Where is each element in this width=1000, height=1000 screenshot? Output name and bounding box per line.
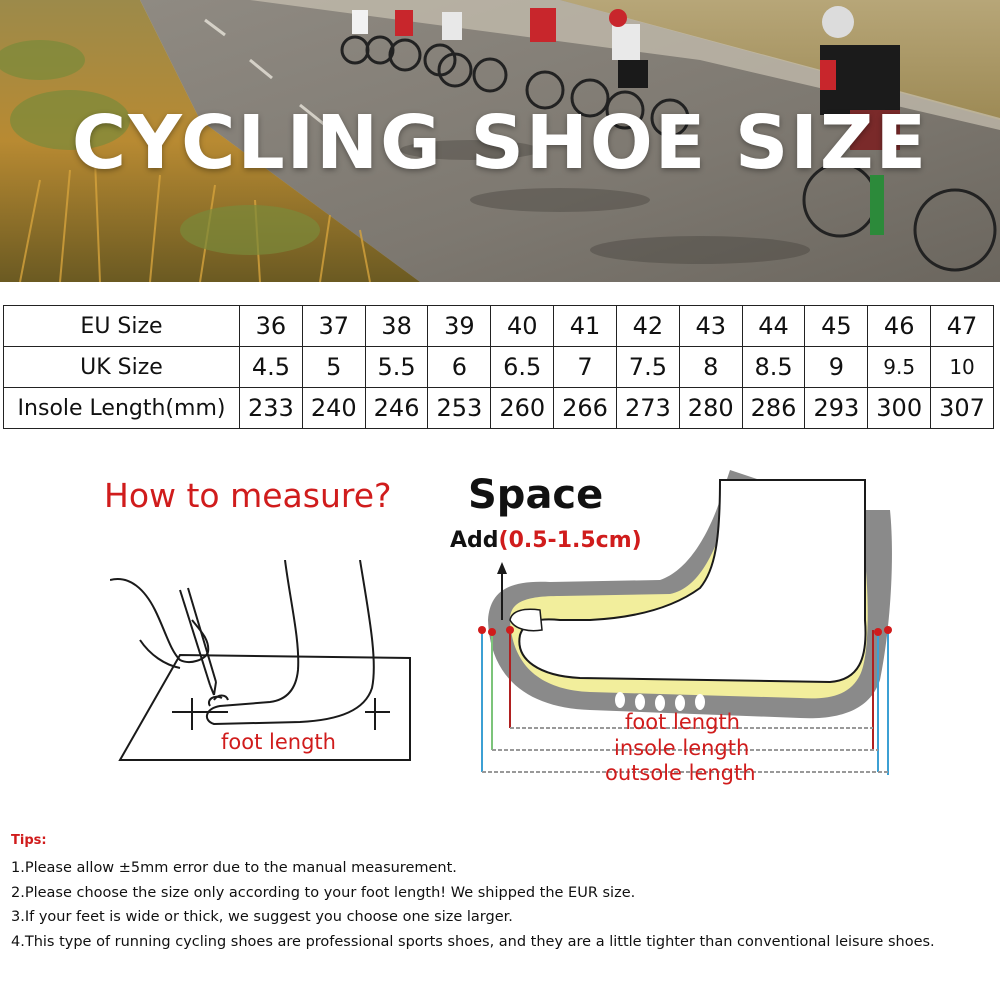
- size-cell: 41: [554, 306, 617, 347]
- size-cell: 40: [491, 306, 554, 347]
- hero-banner: [0, 0, 1000, 282]
- size-cell: 38: [365, 306, 428, 347]
- tip-item: 1.Please allow ±5mm error due to the manual measurement.: [11, 860, 457, 876]
- space-heading: Space: [468, 472, 604, 518]
- foot-length-label: foot length: [625, 710, 740, 734]
- size-cell: 36: [240, 306, 303, 347]
- size-cell: 260: [491, 388, 554, 429]
- size-cell: 8.5: [742, 347, 805, 388]
- size-cell: 9.5: [868, 347, 931, 388]
- row-header: UK Size: [4, 347, 240, 388]
- size-cell: 42: [616, 306, 679, 347]
- size-cell: 39: [428, 306, 491, 347]
- size-row: [4, 306, 994, 347]
- size-chart-table: [3, 305, 994, 429]
- size-cell: 307: [931, 388, 994, 429]
- size-row: [4, 388, 994, 429]
- tips-section: [11, 833, 996, 954]
- size-cell: 300: [868, 388, 931, 429]
- size-cell: 6: [428, 347, 491, 388]
- size-cell: 7: [554, 347, 617, 388]
- size-cell: 273: [616, 388, 679, 429]
- size-cell: 246: [365, 388, 428, 429]
- size-cell: 5: [302, 347, 365, 388]
- how-to-measure-heading: How to measure?: [104, 476, 392, 515]
- size-cell: 293: [805, 388, 868, 429]
- add-range: (0.5-1.5cm): [498, 528, 642, 553]
- size-cell: 43: [679, 306, 742, 347]
- size-cell: 240: [302, 388, 365, 429]
- size-cell: 9: [805, 347, 868, 388]
- tip-item: 2.Please choose the size only according to your foot length! We shipped the EUR size.: [11, 884, 636, 901]
- foot-length-label-left: foot length: [221, 730, 336, 754]
- size-cell: 47: [931, 306, 994, 347]
- size-cell: 253: [428, 388, 491, 429]
- size-cell: 266: [554, 388, 617, 429]
- tip-item: 4.This type of running cycling shoes are professional sports shoes, and they are a little tighter than conventional leisure shoes.: [11, 933, 935, 950]
- size-cell: 280: [679, 388, 742, 429]
- add-prefix: Add: [450, 528, 499, 553]
- tips-title: Tips:: [11, 833, 47, 848]
- size-cell: 45: [805, 306, 868, 347]
- size-cell: 233: [240, 388, 303, 429]
- size-cell: 4.5: [240, 347, 303, 388]
- size-cell: 44: [742, 306, 805, 347]
- banner-title: CYCLING SHOE SIZE: [71, 100, 929, 186]
- size-cell: 5.5: [365, 347, 428, 388]
- size-cell: 6.5: [491, 347, 554, 388]
- insole-length-label: insole length: [614, 736, 750, 760]
- size-cell: 8: [679, 347, 742, 388]
- tip-item: 3.If your feet is wide or thick, we suggest you choose one size larger.: [11, 909, 513, 925]
- size-cell: 46: [868, 306, 931, 347]
- outsole-length-label: outsole length: [605, 761, 756, 785]
- size-cell: 37: [302, 306, 365, 347]
- size-cell: 10: [931, 347, 994, 388]
- size-cell: 7.5: [616, 347, 679, 388]
- size-cell: 286: [742, 388, 805, 429]
- row-header: EU Size: [4, 306, 240, 347]
- row-header: Insole Length(mm): [4, 388, 240, 429]
- size-row: [4, 347, 994, 388]
